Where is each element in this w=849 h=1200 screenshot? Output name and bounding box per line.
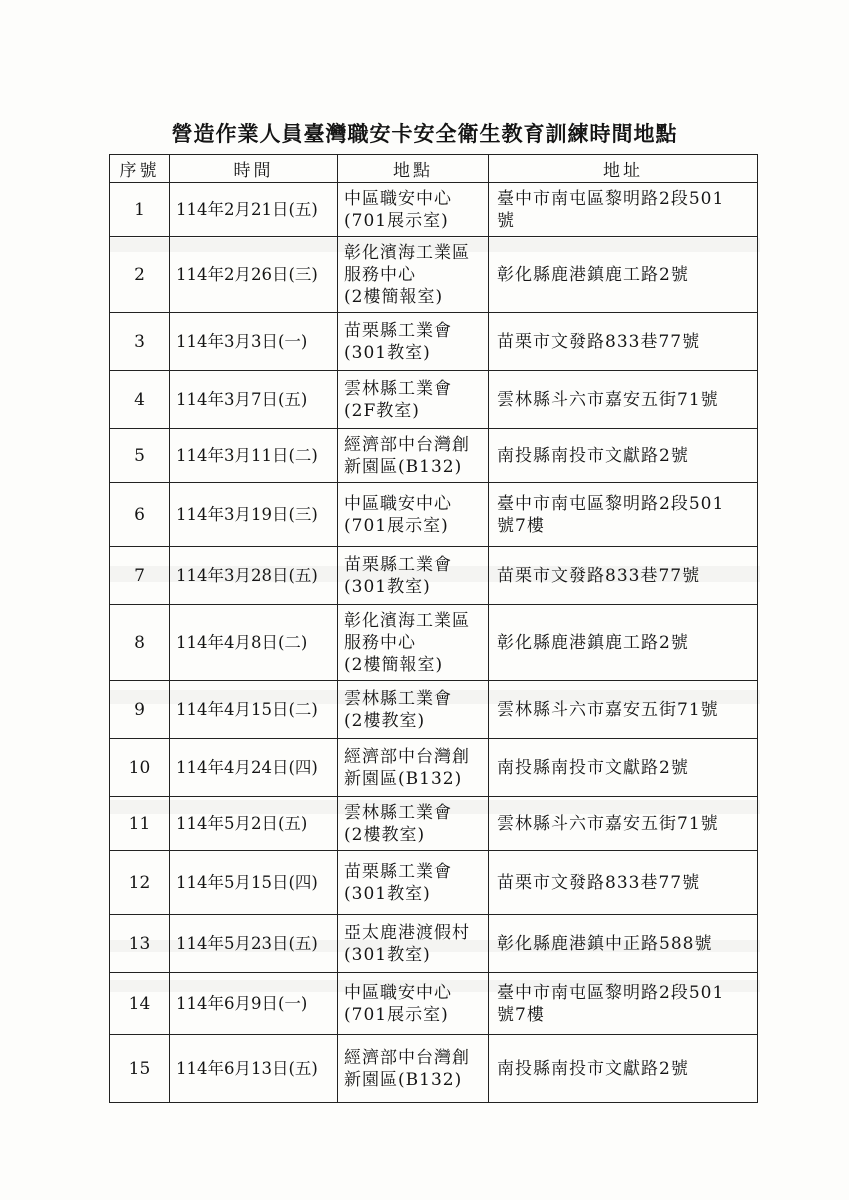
header-time: 時間 [170,155,338,183]
row-location [338,237,489,313]
row-location [338,313,489,371]
document-title: 營造作業人員臺灣職安卡安全衛生教育訓練時間地點 [171,121,678,146]
row-location [338,429,489,483]
row-date: 114年4月24日(四) [170,739,338,797]
table-row [110,973,758,1035]
table-row [110,605,758,681]
row-date: 114年5月2日(五) [170,797,338,851]
location-line: 新園區(B132) [344,456,463,477]
location-line: (301教室) [344,342,431,363]
location-line: 苗栗縣工業會 [344,320,452,341]
address-line: 彰化縣鹿港鎮鹿工路2號 [497,632,689,653]
row-number: 10 [110,739,170,797]
row-location [338,1035,489,1103]
table-row [110,797,758,851]
location-line: 雲林縣工業會 [344,688,452,709]
row-date: 114年3月7日(五) [170,371,338,429]
row-location [338,797,489,851]
table-row [110,1035,758,1103]
location-line: 經濟部中台灣創 [344,434,470,455]
address-line: 彰化縣鹿港鎮鹿工路2號 [497,264,689,285]
address-line: 苗栗市文發路833巷77號 [497,331,701,352]
row-number: 7 [110,547,170,605]
row-date: 114年5月23日(五) [170,915,338,973]
row-location [338,371,489,429]
header-address: 地址 [489,155,758,183]
address-line: 南投縣南投市文獻路2號 [497,1058,689,1079]
location-line: 雲林縣工業會 [344,378,452,399]
address-line: 號7樓 [497,1004,545,1025]
address-line: 南投縣南投市文獻路2號 [497,445,689,466]
location-line: 服務中心 [344,632,416,653]
row-number: 3 [110,313,170,371]
row-date: 114年5月15日(四) [170,851,338,915]
row-date: 114年2月26日(三) [170,237,338,313]
row-location [338,183,489,237]
row-address [489,483,758,547]
table-row [110,429,758,483]
header-location: 地點 [338,155,489,183]
table-row [110,237,758,313]
schedule-table [109,154,758,1103]
table-row [110,915,758,973]
row-date: 114年3月28日(五) [170,547,338,605]
row-date: 114年4月15日(二) [170,681,338,739]
row-number: 14 [110,973,170,1035]
row-address [489,973,758,1035]
location-line: (301教室) [344,883,431,904]
row-address [489,605,758,681]
row-number: 13 [110,915,170,973]
row-location [338,739,489,797]
row-address [489,797,758,851]
table-row [110,313,758,371]
address-line: 雲林縣斗六市嘉安五街71號 [497,813,719,834]
row-location [338,681,489,739]
row-address [489,371,758,429]
table-row [110,739,758,797]
row-address [489,739,758,797]
row-address [489,681,758,739]
row-number: 1 [110,183,170,237]
row-address [489,851,758,915]
address-line: 苗栗市文發路833巷77號 [497,872,701,893]
location-line: (2樓簡報室) [344,286,444,307]
row-number: 6 [110,483,170,547]
table-body [110,183,758,1103]
address-line: 臺中市南屯區黎明路2段501 [497,982,725,1003]
row-address [489,237,758,313]
location-line: (2樓簡報室) [344,654,444,675]
row-number: 4 [110,371,170,429]
row-date: 114年3月19日(三) [170,483,338,547]
table-row [110,483,758,547]
address-line: 雲林縣斗六市嘉安五街71號 [497,699,719,720]
row-address [489,915,758,973]
address-line: 苗栗市文發路833巷77號 [497,565,701,586]
row-address [489,183,758,237]
location-line: 中區職安中心 [344,188,452,209]
location-line: 苗栗縣工業會 [344,861,452,882]
location-line: (701展示室) [344,515,449,536]
address-line: 臺中市南屯區黎明路2段501 [497,493,725,514]
row-address [489,547,758,605]
row-date: 114年3月11日(二) [170,429,338,483]
row-number: 9 [110,681,170,739]
row-location [338,547,489,605]
row-location [338,915,489,973]
location-line: 亞太鹿港渡假村 [344,922,470,943]
location-line: (701展示室) [344,210,449,231]
address-line: 雲林縣斗六市嘉安五街71號 [497,389,719,410]
row-number: 15 [110,1035,170,1103]
row-location [338,483,489,547]
row-number: 2 [110,237,170,313]
location-line: 中區職安中心 [344,982,452,1003]
header-number: 序號 [110,155,170,183]
location-line: (2樓教室) [344,824,426,845]
row-number: 8 [110,605,170,681]
row-date: 114年3月3日(一) [170,313,338,371]
row-date: 114年2月21日(五) [170,183,338,237]
location-line: 雲林縣工業會 [344,802,452,823]
table-row [110,183,758,237]
location-line: 服務中心 [344,264,416,285]
row-location [338,973,489,1035]
location-line: 新園區(B132) [344,1069,463,1090]
row-address [489,1035,758,1103]
row-number: 5 [110,429,170,483]
table-row [110,371,758,429]
address-line: 彰化縣鹿港鎮中正路588號 [497,933,713,954]
row-date: 114年6月13日(五) [170,1035,338,1103]
table-row [110,851,758,915]
location-line: 經濟部中台灣創 [344,1047,470,1068]
location-line: (2樓教室) [344,710,426,731]
location-line: 彰化濱海工業區 [344,610,470,631]
location-line: (2F教室) [344,400,420,421]
address-line: 號7樓 [497,515,545,536]
row-location [338,851,489,915]
row-number: 12 [110,851,170,915]
address-line: 臺中市南屯區黎明路2段501 [497,188,725,209]
row-address [489,313,758,371]
row-date: 114年6月9日(一) [170,973,338,1035]
table-header-row [110,155,758,183]
location-line: 經濟部中台灣創 [344,746,470,767]
row-date: 114年4月8日(二) [170,605,338,681]
table-row [110,547,758,605]
location-line: 苗栗縣工業會 [344,554,452,575]
row-location [338,605,489,681]
location-line: 新園區(B132) [344,768,463,789]
location-line: (301教室) [344,576,431,597]
address-line: 號 [497,210,515,231]
location-line: (301教室) [344,944,431,965]
location-line: 中區職安中心 [344,493,452,514]
location-line: (701展示室) [344,1004,449,1025]
location-line: 彰化濱海工業區 [344,242,470,263]
row-address [489,429,758,483]
row-number: 11 [110,797,170,851]
address-line: 南投縣南投市文獻路2號 [497,757,689,778]
table-row [110,681,758,739]
